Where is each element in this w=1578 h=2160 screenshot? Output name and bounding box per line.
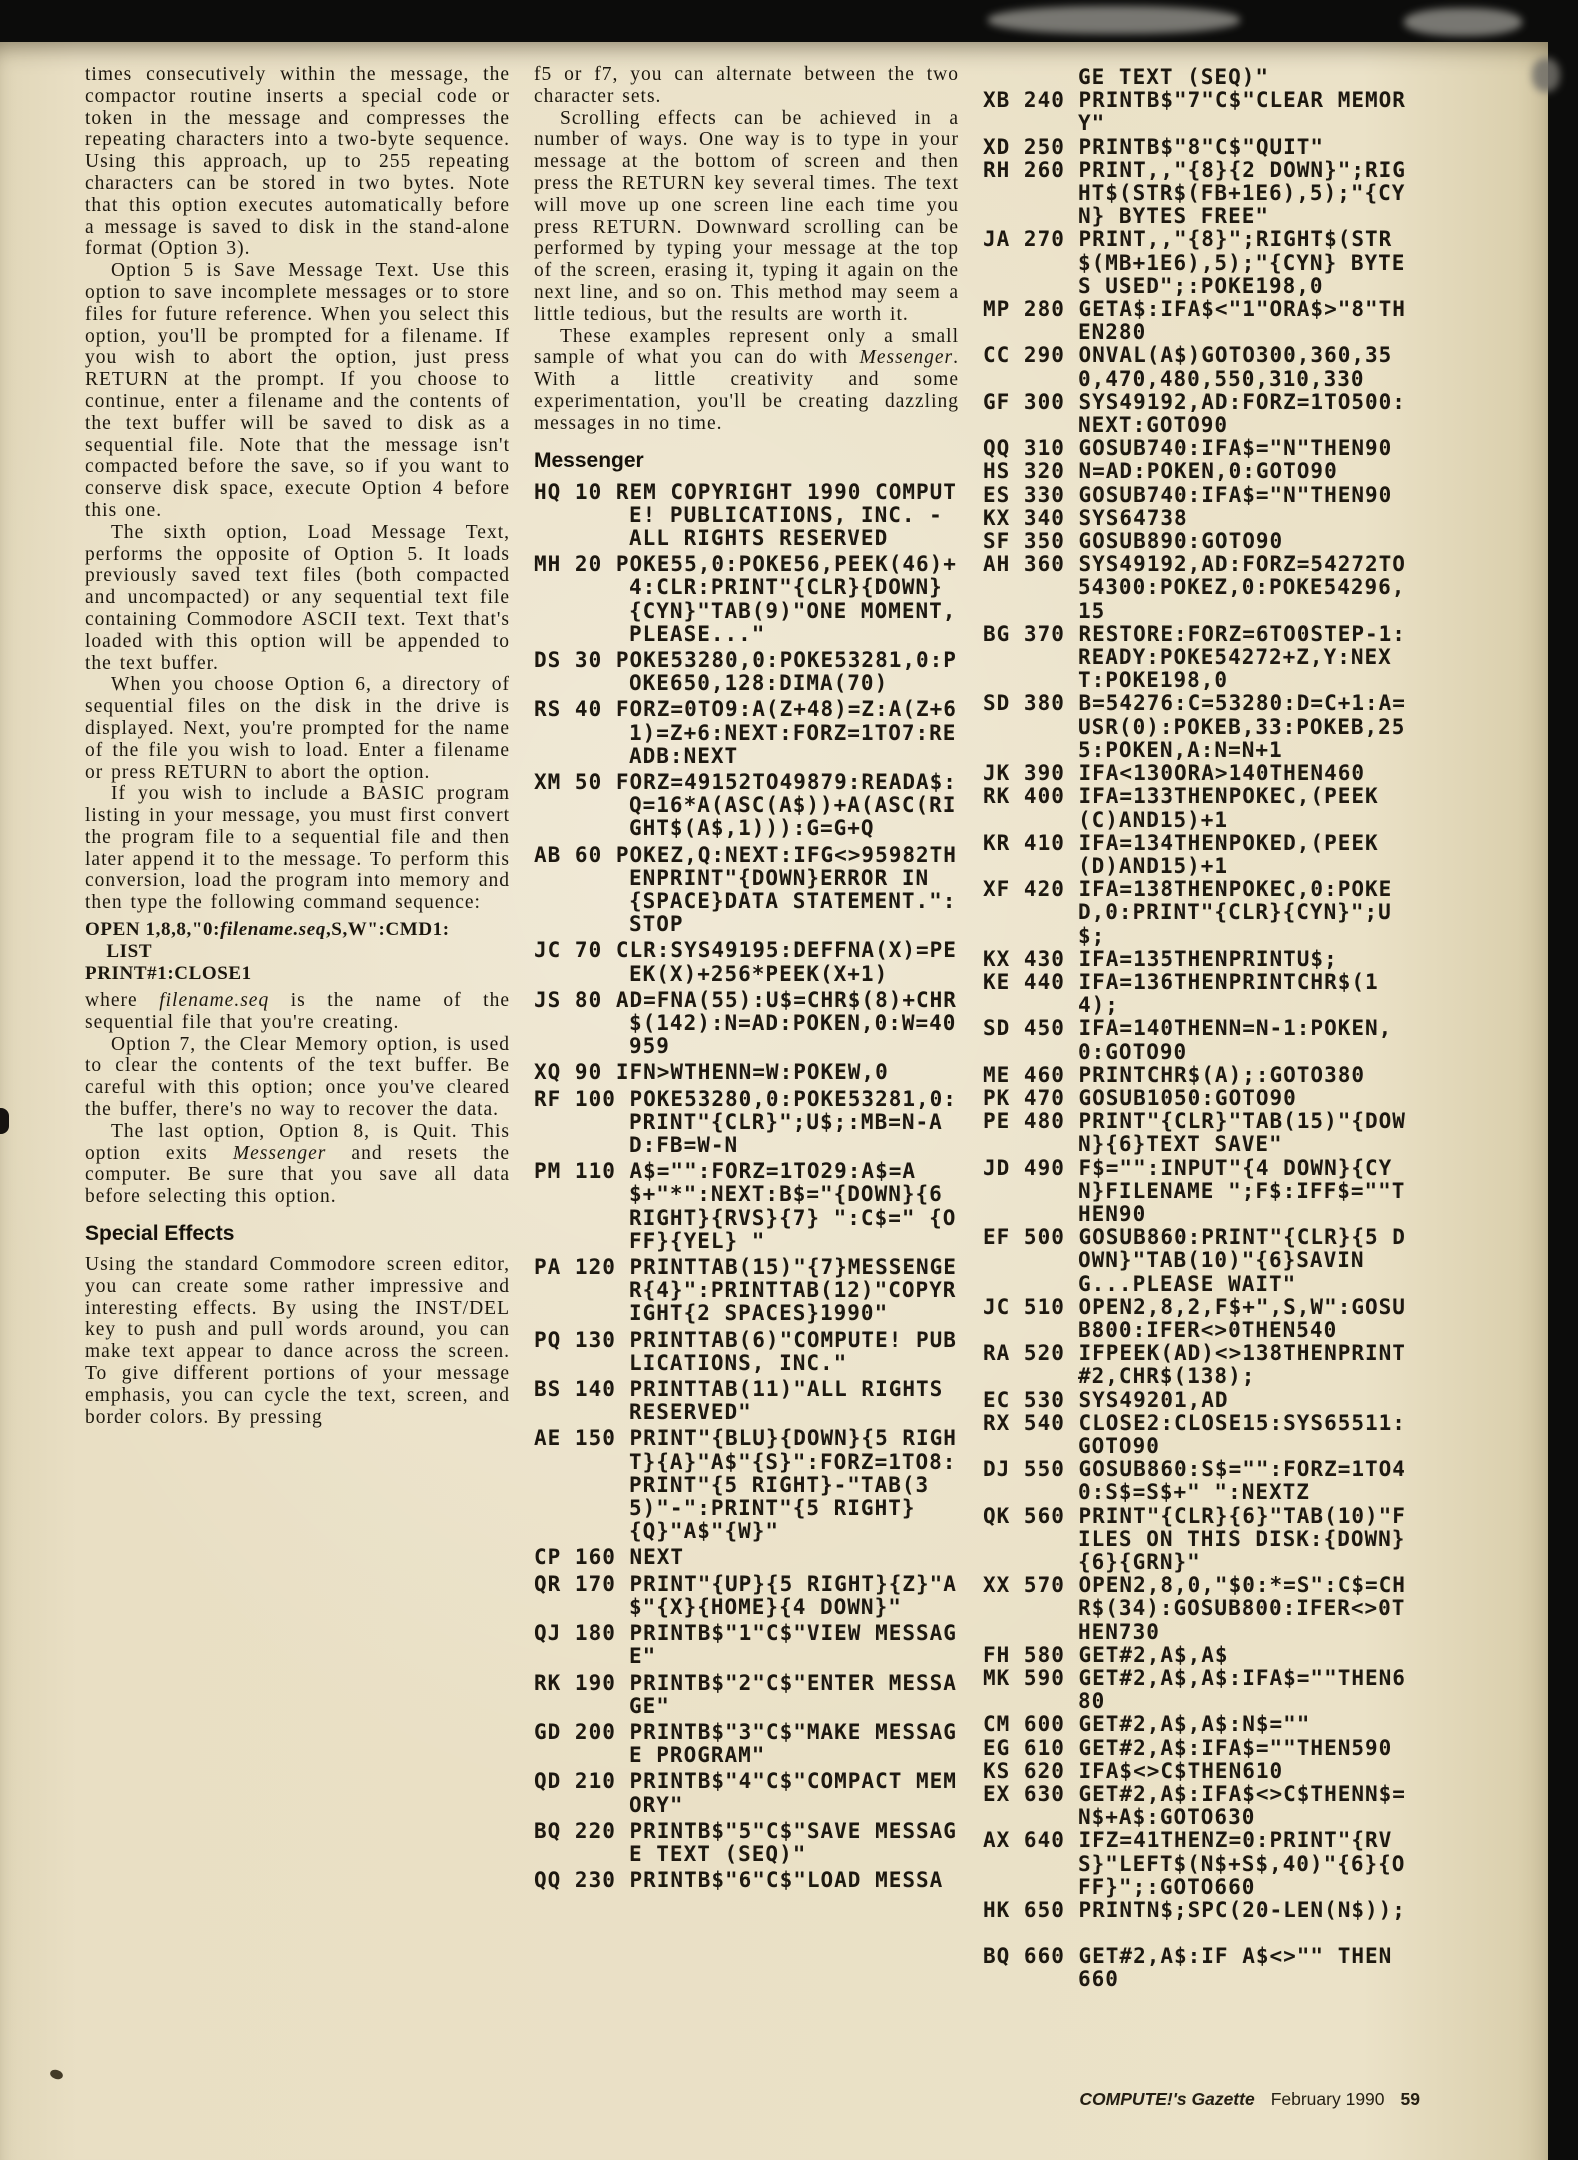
code-line: QJ 180 PRINTB$"1"C$"VIEW MESSAGE"	[534, 1621, 957, 1669]
code-line: MH 20 POKE55,0:POKE56,PEEK(46)+4:CLR:PRINT"{CLR}{DOWN}{CYN}"TAB(9)"ONE MOMENT, PLEASE..."	[534, 552, 971, 646]
paragraph: times consecutively within the message, the compactor routine inserts a special code or token in the message and compresses the repeating characters into a two-byte sequence. Using this approach, up to 255 repeating characters can be stored in two bytes. Note that this option executes automatically before a message is saved to disk in the stand-alone format (Option 3).	[85, 64, 510, 260]
paragraph: f5 or f7, you can alternate between the two character sets.	[534, 64, 959, 107]
code-line: QQ 230 PRINTB$"6"C$"LOAD MESSA	[534, 1868, 944, 1893]
code-line: JC 70 CLR:SYS49195:DEFFNA(X)=PEEK(X)+256*PEEK(X+1)	[534, 938, 957, 986]
scan-artifact	[1404, 8, 1522, 36]
code-line: XF 420 IFA=138THENPOKEC,0:POKED,0:PRINT"{CLR}{CYN}";U$;	[983, 877, 1393, 948]
code-line: KE 440 IFA=136THENPRINTCHR$(14);	[983, 969, 1379, 1018]
paragraph: If you wish to include a BASIC program listing in your message, you must first convert the program file to a sequential file and then later append it to the message. To perform this conversion, load the program into memory and then type the following command sequence:	[85, 783, 510, 914]
command-line: PRINT#1:CLOSE1	[85, 963, 252, 985]
code-line: RK 400 IFA=133THENPOKEC,(PEEK(C)AND15)+1	[983, 784, 1379, 832]
code-line: SD 380 B=54276:C=53280:D=C+1:A=USR(0):POKEB,33:POKEB,255:POKEN,A:N=N+1	[983, 691, 1406, 762]
paragraph: When you choose Option 6, a directory of sequential files on the disk in the drive is displayed. Next, you're prompted for the name of the file you wish to load. Enter a filename or press RETURN to abort the option.	[85, 674, 510, 783]
code-line: QD 210 PRINTB$"4"C$"COMPACT MEMORY"	[534, 1769, 957, 1817]
code-line: AB 60 POKEZ,Q:NEXT:IFG<>95982THENPRINT"{DOWN}ERROR IN {SPACE}DATA STATEMENT.":STOP	[534, 842, 957, 937]
program-listing-part-1	[534, 479, 971, 1893]
code-line: FH 580 GET#2,A$,A$	[983, 1642, 1229, 1667]
code-line: PA 120 PRINTTAB(15)"{7}MESSENGER{4}":PRINTTAB(12)"COPYRIGHT{2 SPACES}1990"	[534, 1255, 957, 1326]
paragraph: These examples represent only a small sample of what you can do with Messenger. With a little creativity and some experimentation, you'll be creating dazzling messages in no time.	[534, 325, 959, 434]
scan-artifact	[1532, 58, 1560, 92]
code-line-continuation: GE TEXT (SEQ)"	[1078, 65, 1270, 89]
code-line: KR 410 IFA=134THENPOKED,(PEEK(D)AND15)+1	[983, 830, 1379, 878]
code-line: XQ 90 IFN>WTHENN=W:POKEW,0	[534, 1060, 889, 1085]
paragraph: Scrolling effects can be achieved in a number of ways. One way is to type in your message at the bottom of screen and then press the RETURN key several times. The text will move up one screen line each time you press RETURN. Downward scrolling can be performed by typing your message at the top of the screen, erasing it, typing it again on the next line, and so on. This method may seem a little tedious, but the results are worth it.	[534, 107, 959, 325]
code-line: JK 390 IFA<130ORA>140THEN460	[983, 761, 1366, 786]
code-line: ME 460 PRINTCHR$(A);:GOTO380	[983, 1062, 1366, 1087]
scan-speck	[49, 2068, 64, 2081]
magazine-page	[0, 42, 1548, 2160]
scan-speck	[0, 1108, 9, 1134]
code-line: QK 560 PRINT"{CLR}{6}"TAB(10)"FILES ON THIS DISK:{DOWN}{6}{GRN}"	[983, 1503, 1406, 1574]
code-line: HK 650 PRINTN$;SPC(20-LEN(N$));	[983, 1898, 1406, 1923]
paragraph: Using the standard Commodore screen editor, you can create some rather impressive and interesting effects. By using the INST/DEL key to push and pull words around, you can make text appear to dance across the screen. To give different portions of your message emphasis, you can cycle the text, screen, and border colors. By pressing	[85, 1254, 510, 1428]
code-line: RK 190 PRINTB$"2"C$"ENTER MESSAGE"	[534, 1670, 957, 1718]
code-line: CP 160 NEXT	[534, 1545, 685, 1570]
code-line: GD 200 PRINTB$"3"C$"MAKE MESSAGE PROGRAM"	[534, 1719, 957, 1768]
code-line: PQ 130 PRINTTAB(6)"COMPUTE! PUBLICATIONS, INC."	[534, 1327, 957, 1375]
code-line: RS 40 FORZ=0TO9:A(Z+48)=Z:A(Z+61)=Z+6:NEXT:FORZ=1TO7:READB:NEXT	[534, 697, 957, 768]
magazine-name: COMPUTE!'s Gazette	[1079, 2089, 1255, 2109]
code-line: XM 50 FORZ=49152TO49879:READA$:Q=16*A(ASC(A$))+A(ASC(RIGHT$(A$,1))):G=G+Q	[534, 769, 957, 841]
code-line: ES 330 GOSUB740:IFA$="N"THEN90	[983, 482, 1393, 507]
code-line: CM 600 GET#2,A$,A$:N$=""	[983, 1712, 1311, 1737]
column-2-text	[534, 64, 959, 473]
code-line: BQ 220 PRINTB$"5"C$"SAVE MESSAGE TEXT (SEQ)"	[534, 1818, 957, 1866]
code-line: DS 30 POKE53280,0:POKE53281,0:POKE650,128:DIMA(70)	[534, 647, 957, 696]
code-line: EX 630 GET#2,A$:IFA$<>C$THENN$=N$+A$:GOTO630	[983, 1782, 1406, 1830]
code-line: JD 490 F$="":INPUT"{4 DOWN}{CYN}FILENAME ";F$:IFF$=""THEN90	[983, 1155, 1406, 1226]
scan-edge-right	[1548, 0, 1578, 2160]
code-line: BG 370 RESTORE:FORZ=6TO0STEP-1:READY:POKE54272+Z,Y:NEXT:POKE198,0	[983, 621, 1406, 693]
code-line: SF 350 GOSUB890:GOTO90	[983, 529, 1284, 554]
code-line: EG 610 GET#2,A$:IFA$=""THEN590	[983, 1735, 1393, 1760]
program-listing-part-2	[983, 66, 1408, 1992]
command-line: OPEN 1,8,8,"0:filename.seq,S,W":CMD1:	[85, 919, 450, 941]
column-1	[85, 64, 510, 1992]
code-line: CC 290 ONVAL(A$)GOTO300,360,350,470,480,550,310,330	[983, 343, 1393, 391]
code-line: SD 450 IFA=140THENN=N-1:POKEN,0:GOTO90	[983, 1016, 1393, 1064]
paragraph: The sixth option, Load Message Text, performs the opposite of Option 5. It loads previously saved text files (both compacted and uncompacted) or any sequential text file containing Commodore ASCII text. Text that's loaded with this option will be appended to the text buffer.	[85, 521, 510, 674]
section-heading: Special Effects	[85, 1222, 235, 1246]
code-line: BQ 660 GET#2,A$:IF A$<>"" THEN 660	[983, 1944, 1406, 1992]
command-sequence	[85, 919, 510, 985]
scan-edge-top	[0, 0, 1578, 42]
code-line: MP 280 GETA$:IFA$<"1"ORA$>"8"THEN280	[983, 297, 1406, 345]
code-line: QR 170 PRINT"{UP}{5 RIGHT}{Z}"A$"{X}{HOME}{4 DOWN}"	[534, 1571, 957, 1619]
code-line: RX 540 CLOSE2:CLOSE15:SYS65511:GOTO90	[983, 1410, 1406, 1458]
code-line: KS 620 IFA$<>C$THEN610	[983, 1758, 1284, 1783]
code-line: EC 530 SYS49201,AD	[983, 1387, 1229, 1412]
code-line: XD 250 PRINTB$"8"C$"QUIT"	[983, 134, 1325, 159]
code-line: DJ 550 GOSUB860:S$="":FORZ=1TO40:S$=S$+" ":NEXTZ	[983, 1457, 1406, 1505]
code-line: KX 340 SYS64738	[983, 505, 1188, 530]
code-line: RF 100 POKE53280,0:POKE53281,0:PRINT"{CLR}";U$;:MB=N-AD:FB=W-N	[534, 1086, 957, 1158]
column-3	[983, 64, 1408, 1992]
code-line: PM 110 A$="":FORZ=1TO29:A$=A$+"*":NEXT:B$="{DOWN}{6 RIGHT}{RVS}{7} ":C$=" {OFF}{YEL} "	[534, 1159, 957, 1253]
paragraph: Option 7, the Clear Memory option, is used to clear the contents of the text buffer. Be careful with this option; once you've cleared the buffer, there's no way to recover the data.	[85, 1033, 510, 1121]
paragraph: where filename.seq is the name of the sequential file that you're creating.	[85, 990, 511, 1033]
section-heading: Messenger	[534, 448, 644, 472]
code-line: XX 570 OPEN2,8,0,"$0:*=S":C$=CHR$(34):GOSUB800:IFER<>0THEN730	[983, 1573, 1406, 1644]
code-line: JC 510 OPEN2,8,2,F$+",S,W":GOSUB800:IFER<>0THEN540	[983, 1294, 1406, 1342]
code-line: PK 470 GOSUB1050:GOTO90	[983, 1085, 1297, 1110]
code-line: AH 360 SYS49192,AD:FORZ=54272TO54300:POKEZ,0:POKE54296,15	[983, 552, 1406, 623]
column-2	[534, 64, 971, 1992]
code-line: QQ 310 GOSUB740:IFA$="N"THEN90	[983, 436, 1393, 461]
code-line: JA 270 PRINT,,"{8}";RIGHT$(STR$(MB+1E6),5);"{CYN} BYTES USED";:POKE198,0	[983, 227, 1406, 298]
code-line: BS 140 PRINTTAB(11)"ALL RIGHTS RESERVED"	[534, 1377, 957, 1425]
code-line: GF 300 SYS49192,AD:FORZ=1TO500:NEXT:GOTO90	[983, 389, 1406, 438]
code-line: JS 80 AD=FNA(55):U$=CHR$(8)+CHR$(142):N=AD:POKEN,0:W=40959	[534, 987, 957, 1059]
code-line: RA 520 IFPEEK(AD)<>138THENPRINT#2,CHR$(138);	[983, 1341, 1406, 1389]
paragraph: Option 5 is Save Message Text. Use this option to save incomplete messages or to store files for future reference. When you select this option, you'll be prompted for a filename. If you wish to abort the option, just press RETURN at the prompt. If you choose to continue, enter a filename and the contents of the text buffer will be saved to disk as a sequential file. Note that the message isn't compacted before the save, so if you want to conserve disk space, execute Option 4 before this one.	[85, 260, 510, 521]
code-line: MK 590 GET#2,A$,A$:IFA$=""THEN680	[983, 1666, 1406, 1714]
page-number: 59	[1400, 2089, 1420, 2109]
scan-artifact	[988, 6, 1240, 34]
code-line: RH 260 PRINT,,"{8}{2 DOWN}";RIGHT$(STR$(FB+1E6),5);"{CYN} BYTES FREE"	[983, 157, 1406, 229]
command-line: LIST	[85, 941, 153, 963]
code-line: AE 150 PRINT"{BLU}{DOWN}{5 RIGHT}{A}"A$"{S}":FORZ=1TO8:PRINT"{5 RIGHT}-"TAB(35)"-":PRINT"{5 RIGHT}{Q}"A$"{W}"	[534, 1426, 957, 1544]
code-line: KX 430 IFA=135THENPRINTU$;	[983, 946, 1338, 971]
code-line: HS 320 N=AD:POKEN,0:GOTO90	[983, 459, 1338, 484]
page-content	[85, 64, 1408, 1992]
code-line: EF 500 GOSUB860:PRINT"{CLR}{5 DOWN}"TAB(10)"{6}SAVING...PLEASE WAIT"	[983, 1225, 1406, 1296]
code-line: AX 640 IFZ=41THENZ=0:PRINT"{RVS}"LEFT$(N$+S$,40)"{6}{OFF}";:GOTO660	[983, 1828, 1406, 1899]
code-line: HQ 10 REM COPYRIGHT 1990 COMPUTE! PUBLICATIONS, INC. - ALL RIGHTS RESERVED	[534, 479, 957, 550]
issue-date: February 1990	[1270, 2089, 1385, 2109]
paragraph: The last option, Option 8, is Quit. This option exits Messenger and resets the computer. Be sure that you save all data before selecting this option.	[85, 1120, 510, 1208]
code-line: PE 480 PRINT"{CLR}"TAB(15)"{DOWN}{6}TEXT SAVE"	[983, 1109, 1406, 1157]
code-line: XB 240 PRINTB$"7"C$"CLEAR MEMORY"	[983, 88, 1406, 136]
page-footer	[1079, 2089, 1420, 2110]
